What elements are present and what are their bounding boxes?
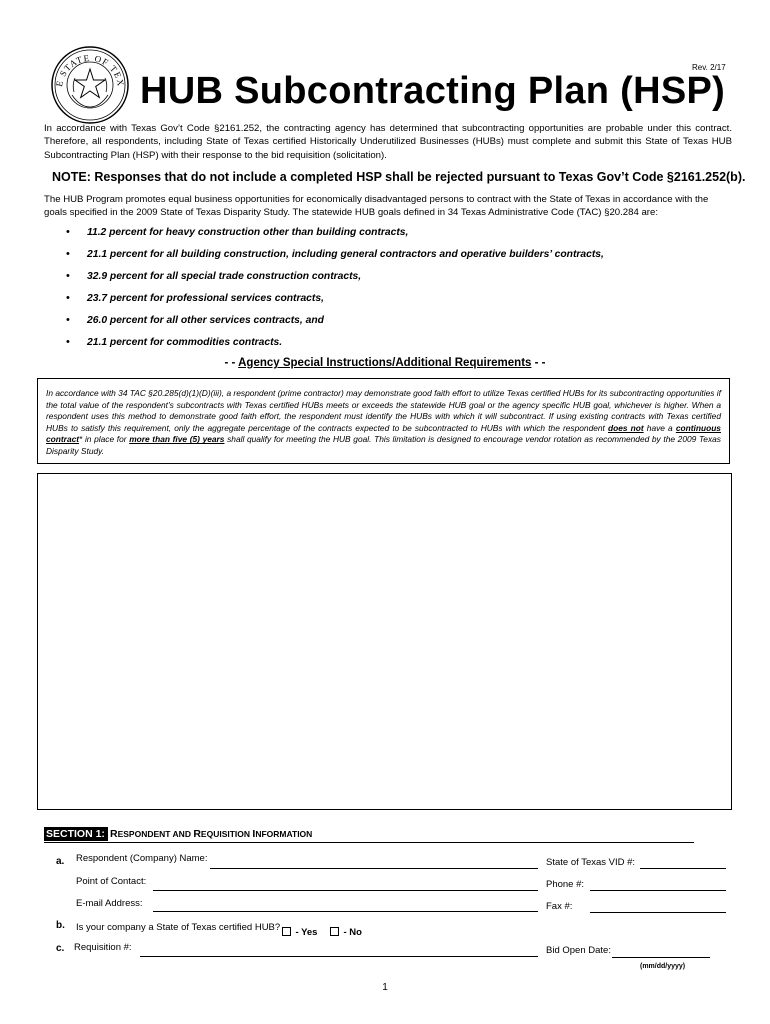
contact-field[interactable]: [153, 890, 538, 891]
yes-checkbox[interactable]: [282, 927, 291, 936]
revision-label: Rev. 2/17: [692, 63, 726, 72]
texas-state-seal-icon: [50, 45, 130, 125]
list-item: • 21.1 percent for all building construction, including general contractors and operative builders’ contracts,: [66, 248, 604, 260]
hub-question-label: Is your company a State of Texas certified HUB?: [76, 922, 281, 933]
requisition-label: Requisition #:: [74, 942, 132, 953]
list-item: • 11.2 percent for heavy construction other than building contracts,: [66, 226, 409, 238]
vid-label: State of Texas VID #:: [546, 857, 636, 868]
intro-paragraph: In accordance with Texas Gov’t Code §2161.252, the contracting agency has determined that subcontracting opportunities are probable under this contract. Therefore, all respondents, including State of Texas certified Historically Underutilized Businesses (HUBs) must complete and submit this State of Texas HUB Subcontracting Plan (HSP) with their response to the bid requisition (solicitation).: [44, 123, 732, 161]
email-label: E-mail Address:: [76, 898, 143, 909]
hub-no-option[interactable]: [330, 922, 362, 940]
date-format-hint: (mm/dd/yyyy): [640, 963, 686, 970]
fax-label: Fax #:: [546, 901, 573, 912]
svg-text:THE STATE OF TEXAS: E STATE OF TEX: [54, 52, 127, 88]
respondent-name-field[interactable]: [210, 868, 538, 869]
agency-instructions-box: [37, 378, 730, 464]
contact-label: Point of Contact:: [76, 876, 147, 887]
requisition-field[interactable]: [140, 956, 538, 957]
phone-field[interactable]: [590, 890, 726, 891]
hub-yes-option[interactable]: [282, 922, 317, 940]
item-c-label: c.: [56, 943, 65, 954]
list-item: • 32.9 percent for all special trade construction contracts,: [66, 270, 362, 282]
hub-goals-list: [66, 227, 604, 359]
no-checkbox[interactable]: [330, 927, 339, 936]
list-item: • 26.0 percent for all other services contracts, and: [66, 314, 324, 326]
bid-open-date-label: Bid Open Date:: [546, 945, 611, 956]
hub-program-paragraph: The HUB Program promotes equal business opportunities for economically disadvantaged persons to contract with the State of Texas in accordance with the goals specified in the 2009 State of Texas Disparity Study. The statewide HUB goals defined in 34 Texas Administrative Code (TAC) §20.284 are:: [44, 194, 709, 219]
item-b-label: b.: [56, 920, 65, 931]
respondent-name-label: Respondent (Company) Name:: [76, 853, 208, 864]
rejection-note: NOTE: Responses that do not include a completed HSP shall be rejected pursuant to Texas Gov’t Code §2161.252(b).: [52, 170, 746, 184]
additional-requirements-box[interactable]: [37, 473, 732, 810]
list-item: • 23.7 percent for professional services contracts,: [66, 292, 324, 304]
bid-open-date-field[interactable]: [612, 957, 710, 958]
list-item: • 21.1 percent for commodities contracts.: [66, 336, 283, 348]
section-1-tag: SECTION 1:: [44, 827, 108, 841]
section-1-title: RESPONDENT AND REQUISITION INFORMATION: [110, 828, 313, 840]
section-divider: [44, 842, 694, 843]
phone-label: Phone #:: [546, 879, 585, 890]
email-field[interactable]: [153, 911, 538, 912]
agency-instructions-heading: - - Agency Special Instructions/Additional Requirements - -: [224, 357, 546, 369]
no-label: - No: [343, 927, 362, 938]
agency-instructions-text: In accordance with 34 TAC §20.285(d)(1)(D)(iii), a respondent (prime contractor) may demonstrate good faith effort to utilize Texas certified HUBs for its subcontracting opportunities if the total value of the respondent’s subcontracts with Texas certified HUBs meets or exceeds the statewide HUB goal or the agency specific HUB goal, whichever is higher. When a respondent uses this method to demonstrate good faith effort, the respondent must identify the HUBs with which it will subcontract. If using existing contracts with Texas certified HUBs to satisfy this requirement, only the aggregate percentage of the contracts expected to be subcontracted to HUBs with which the respondent does not have a continuous contract* in place for more than five (5) years shall qualify for meeting the HUB goal. This limitation is designed to encourage vendor rotation as recommended by the 2009 Texas Disparity Study.: [46, 388, 721, 456]
page-title: HUB Subcontracting Plan (HSP): [140, 70, 726, 112]
page-number: 1: [382, 982, 388, 993]
yes-label: - Yes: [295, 927, 318, 938]
item-a-label: a.: [56, 856, 65, 867]
vid-field[interactable]: [640, 868, 726, 869]
fax-field[interactable]: [590, 912, 726, 913]
